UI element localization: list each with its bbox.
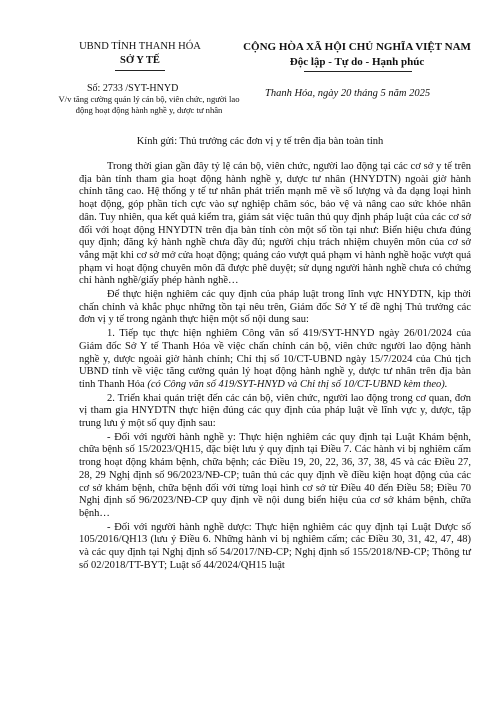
- paragraph-situation: Trong thời gian gần đây tỷ lệ cán bộ, viên chức, người lao động tại các cơ sở y tế trên địa bàn tỉnh tham gia hoạt động hành nghề y, dược tư nhân (HNYDTN) ngoài giờ hành chính tăng cao. Hệ thống y tế tư nhân phát triển mạnh mẽ về số lượng và đa dạng loại hình hoạt động, góp phần tích cực vào sự nghiệp chăm sóc, bảo vệ và nâng cao sức khỏe nhân dân. Tuy nhiên, qua kết quả kiểm tra, giám sát việc tuân thủ quy định pháp luật của các cơ sở đối với hoạt động HNYDTN trên địa bàn tỉnh còn một số tồn tại như: Biển hiệu chưa đúng quy định; đăng ký hành nghề chưa đầy đủ; người chịu trách nhiệm chuyên môn của cơ sở vắng mặt khi cơ sở mở cửa hoạt động; quảng cáo vượt quá phạm vi hành nghề hoặc vượt quá phạm vi hoạt động chuyên môn đã được phê duyệt; sử dụng người hành nghề chưa có chứng chỉ hành nghề/giấy phép hành nghề…: [79, 161, 471, 287]
- issuer-header: [60, 40, 220, 68]
- national-motto: Độc lập - Tự do - Hạnh phúc: [289, 56, 425, 68]
- paragraph-request: Để thực hiện nghiêm các quy định của pháp luật trong lĩnh vực HNYDTN, kịp thời chấn chỉnh và khắc phục những tồn tại nêu trên, Giám đốc Sở Y tế đề nghị Thủ trưởng các đơn vị y tế trong ngành thực hiện một số nội dung sau:: [79, 289, 471, 326]
- paragraph-item-1: [79, 328, 471, 392]
- motto-underline: [304, 71, 412, 72]
- document-subject: V/v tăng cường quản lý cán bộ, viên chức, người lao động hoạt động hành nghề y, dược tư nhân: [58, 94, 240, 115]
- paragraph-item-2: 2. Triển khai quán triệt đến các cán bộ, viên chức, người lao động trong cơ quan, đơn vị tham gia HNYDTN thực hiện đúng các quy định của pháp luật về lĩnh vực y, dược, tập trung lưu ý một số quy định sau:: [79, 392, 471, 430]
- document-number: Số: 2733 /SYT-HNYD: [87, 83, 179, 94]
- recipient-line: Kính gửi: Thủ trưởng các đơn vị y tế trên địa bàn toàn tỉnh: [136, 136, 384, 147]
- department-name: SỞ Y TẾ: [120, 55, 160, 66]
- item-1-attachment-note: (có Công văn số 419/SYT-HNYD và Chỉ thị số 10/CT-UBND kèm theo).: [147, 378, 448, 390]
- paragraph-medical-practitioners: - Đối với người hành nghề y: Thực hiện nghiêm các quy định tại Luật Khám bệnh, chữa bệnh số 15/2023/QH15, đặc biệt lưu ý quy định tại Điều 7. Các hành vi bị nghiêm cấm trong hoạt động khám bệnh, chữa bệnh; các Điều 19, 20, 22, 36, 37, 38, 45 và các Điều 27, 28, 29 Nghị định số 96/2023/NĐ-CP; tuân thủ các quy định về điều kiện hoạt động của các cơ sở khám bệnh, chữa bệnh đối với từng loại hình cơ sở từ Điều 40 đến Điều 58; Điều 70 Nghị định số 96/2023/NĐ-CP quy định về nội dung biển hiệu của cơ sở khám bệnh, chữa bệnh…: [79, 431, 471, 519]
- national-header: [232, 40, 482, 70]
- paragraph-pharmacy-practitioners: - Đối với người hành nghề dược: Thực hiện nghiêm các quy định tại Luật Dược số 105/2016/QH13 (lưu ý Điều 6. Những hành vi bị nghiêm cấm; các Điều 30, 31, 42, 47, 48) và các quy định tại Nghị định số 54/2017/NĐ-CP; Nghị định số 155/2018/NĐ-CP; Thông tư số 02/2018/TT-BYT; Luật số 44/2024/QH15 luật: [79, 521, 471, 571]
- organization-name: UBND TỈNH THANH HÓA: [79, 41, 201, 52]
- document-body: [79, 161, 471, 574]
- country-name: CỘNG HÒA XÃ HỘI CHỦ NGHĨA VIỆT NAM: [243, 41, 471, 53]
- issuer-underline: [115, 70, 165, 71]
- place-date: Thanh Hóa, ngày 20 tháng 5 năm 2025: [265, 88, 431, 99]
- item-1-text: 1. Tiếp tục thực hiện nghiêm Công văn số 419/SYT-HNYD ngày 26/01/2024 của Giám đốc Sở Y tế Thanh Hóa về việc chấn chỉnh cán bộ, viên chức người lao động hành nghề y, dược ngoài giờ hành chính; Chỉ thị số 10/CT-UBND ngày 15/7/2024 của Chủ tịch UBND tỉnh về việc tăng cường quản lý hoạt động hành nghề y, dược tư nhân trên địa bàn tỉnh Thanh Hóa: [79, 328, 471, 390]
